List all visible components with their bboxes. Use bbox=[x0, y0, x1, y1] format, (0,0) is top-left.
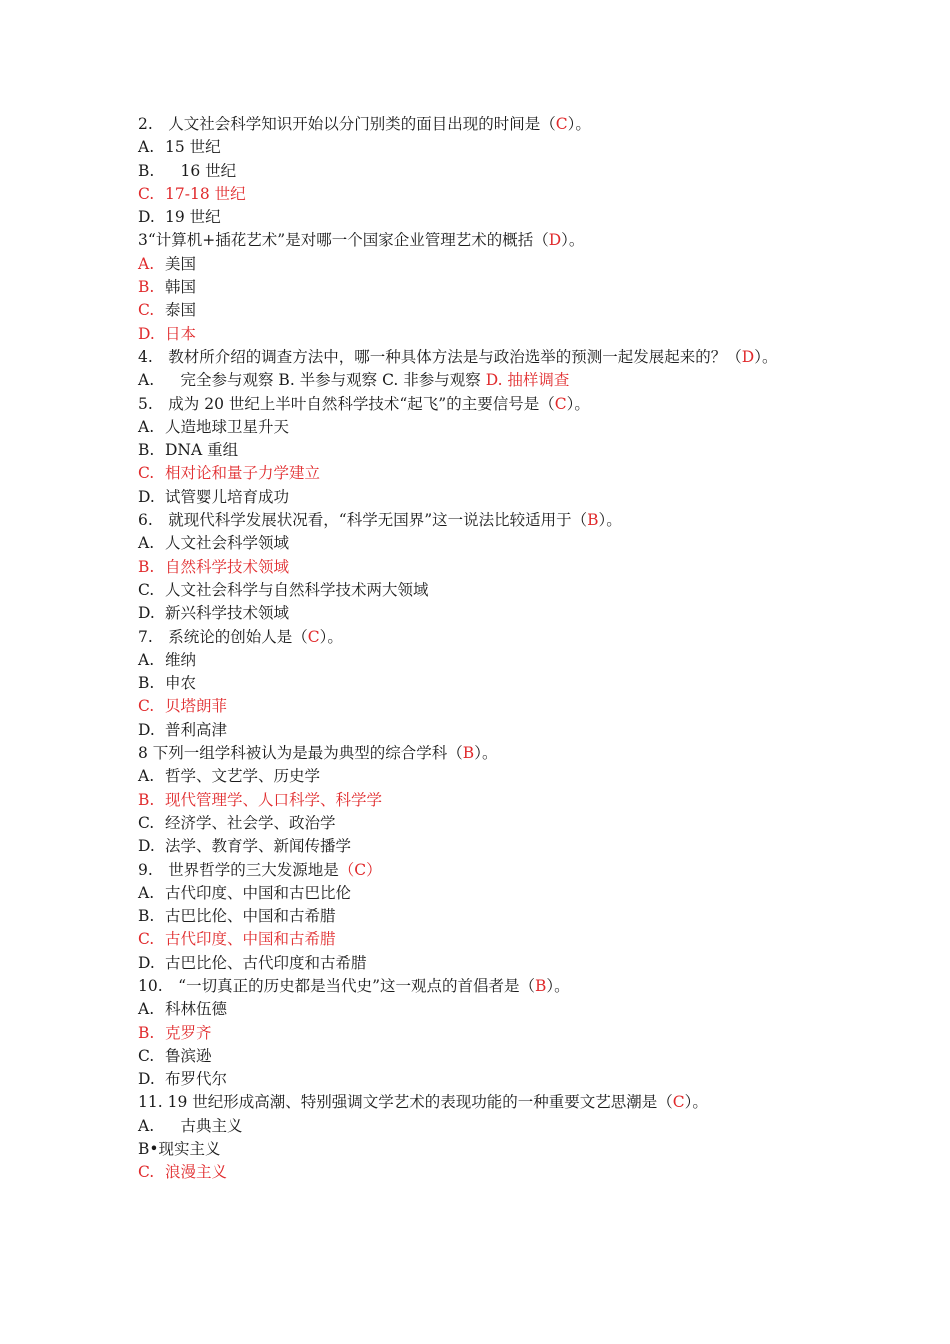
option-text: 19 世纪 bbox=[165, 208, 221, 227]
option-text: 古典主义 bbox=[165, 1116, 243, 1135]
stem-end: ）。 bbox=[566, 394, 590, 413]
option-label: C. bbox=[138, 697, 155, 716]
option-line bbox=[138, 439, 788, 462]
option-text: 现实主义 bbox=[158, 1140, 221, 1159]
option-line bbox=[138, 812, 788, 835]
option-label: C. bbox=[138, 464, 155, 483]
option-label: A. bbox=[138, 883, 155, 902]
option-line bbox=[138, 905, 788, 928]
option-label: B. bbox=[138, 907, 155, 926]
option-line bbox=[138, 136, 788, 159]
option-label: C. bbox=[138, 1046, 155, 1065]
option-text: 申农 bbox=[165, 674, 197, 693]
stem-text: 5. 成为 20 世纪上半叶自然科学技术“起飞”的主要信号是（ bbox=[138, 394, 555, 413]
question-stem bbox=[138, 113, 788, 136]
option-label: B. bbox=[138, 1023, 155, 1042]
option-line bbox=[138, 928, 788, 951]
answer-key: B bbox=[587, 511, 599, 530]
option-label: B. bbox=[138, 441, 155, 460]
option-line bbox=[138, 602, 788, 625]
question-stem bbox=[138, 229, 788, 252]
stem-text: 8 下列一组学科被认为是最为典型的综合学科（ bbox=[138, 744, 463, 763]
option-line bbox=[138, 765, 788, 788]
option-text: 美国 bbox=[165, 254, 197, 273]
question-stem bbox=[138, 346, 788, 369]
option-line bbox=[138, 486, 788, 509]
option-label: C. bbox=[138, 580, 155, 599]
answer-key: D bbox=[548, 231, 562, 250]
option-line bbox=[138, 1115, 788, 1138]
option-line bbox=[138, 579, 788, 602]
correct-option: 克罗齐 bbox=[165, 1023, 212, 1042]
stem-end: ）。 bbox=[319, 627, 343, 646]
correct-option: 浪漫主义 bbox=[165, 1163, 228, 1182]
answer-key: C bbox=[672, 1093, 685, 1112]
correct-option: 贝塔朗菲 bbox=[165, 697, 228, 716]
question-stem bbox=[138, 1091, 788, 1114]
option-line bbox=[138, 206, 788, 229]
correct-option: 古代印度、中国和古希腊 bbox=[165, 930, 336, 949]
stem-end: ）。 bbox=[754, 347, 778, 366]
stem-end: ）。 bbox=[474, 744, 498, 763]
option-line bbox=[138, 160, 788, 183]
option-label: B. bbox=[138, 557, 155, 576]
question-stem bbox=[138, 742, 788, 765]
stem-end: ）。 bbox=[598, 511, 622, 530]
stem-text: 2. 人文社会科学知识开始以分门别类的面目出现的时间是（ bbox=[138, 115, 556, 133]
option-text: 古巴比伦、古代印度和古希腊 bbox=[165, 953, 367, 972]
option-label: A. bbox=[138, 371, 155, 390]
stem-text: 9. 世界哲学的三大发源地是 bbox=[138, 860, 339, 879]
option-line bbox=[138, 998, 788, 1021]
option-line bbox=[138, 1161, 788, 1184]
answer-key: C bbox=[307, 627, 320, 646]
option-text: 韩国 bbox=[165, 278, 197, 297]
option-line bbox=[138, 183, 788, 206]
option-line bbox=[138, 695, 788, 718]
option-label: B. bbox=[138, 278, 155, 297]
stem-text: 10. “一切真正的历史都是当代史”这一观点的首倡者是（ bbox=[138, 976, 536, 995]
correct-option: 相对论和量子力学建立 bbox=[165, 464, 321, 483]
stem-text: 6. 就现代科学发展状况看，“科学无国界”这一说法比较适用于（ bbox=[138, 511, 588, 530]
option-text: 完全参与观察 B. 半参与观察 C. 非参与观察 bbox=[165, 371, 486, 390]
stem-end: ）。 bbox=[567, 115, 591, 133]
option-label: A. bbox=[138, 534, 155, 553]
question-stem bbox=[138, 393, 788, 416]
option-text: 人文社会科学与自然科学技术两大领域 bbox=[165, 580, 429, 599]
answer-key: C bbox=[555, 115, 568, 133]
option-line bbox=[138, 882, 788, 905]
option-label: A. bbox=[138, 417, 155, 436]
option-text: 15 世纪 bbox=[165, 138, 221, 157]
correct-option: 自然科学技术领域 bbox=[165, 557, 290, 576]
option-label: A. bbox=[138, 254, 155, 273]
option-line bbox=[138, 416, 788, 439]
option-label: A. bbox=[138, 767, 155, 786]
answer-key: （C） bbox=[338, 860, 382, 879]
option-text: 维纳 bbox=[165, 650, 197, 669]
correct-option: 日本 bbox=[165, 324, 197, 343]
option-line bbox=[138, 462, 788, 485]
document-page bbox=[138, 113, 788, 1185]
option-label: D. bbox=[138, 1070, 155, 1089]
option-label: D. bbox=[138, 208, 155, 227]
question-stem bbox=[138, 859, 788, 882]
option-text: DNA 重组 bbox=[165, 441, 239, 460]
option-text: 鲁滨逊 bbox=[165, 1046, 212, 1065]
option-line bbox=[138, 369, 788, 392]
option-text: 古代印度、中国和古巴比伦 bbox=[165, 883, 352, 902]
option-text: 新兴科学技术领域 bbox=[165, 604, 290, 623]
option-line bbox=[138, 649, 788, 672]
correct-option: 17-18 世纪 bbox=[165, 184, 246, 203]
question-stem bbox=[138, 509, 788, 532]
option-line bbox=[138, 532, 788, 555]
option-label: D. bbox=[138, 604, 155, 623]
option-line bbox=[138, 789, 788, 812]
answer-key: B bbox=[462, 744, 475, 763]
option-text: 普利高津 bbox=[165, 720, 228, 739]
option-text: 经济学、社会学、政治学 bbox=[165, 813, 336, 832]
stem-text: 3“计算机+插花艺术”是对哪一个国家企业管理艺术的概括（ bbox=[138, 231, 549, 250]
option-label: A. bbox=[138, 1116, 155, 1135]
option-label: D. bbox=[138, 324, 155, 343]
option-label: D. bbox=[138, 720, 155, 739]
option-text: 试管婴儿培育成功 bbox=[165, 487, 290, 506]
option-text: 16 世纪 bbox=[165, 161, 237, 180]
answer-key: B bbox=[535, 976, 547, 995]
option-line bbox=[138, 1068, 788, 1091]
option-label: D. bbox=[138, 953, 155, 972]
option-label: A. bbox=[138, 1000, 155, 1019]
option-label: D. bbox=[138, 487, 155, 506]
option-line bbox=[138, 323, 788, 346]
option-label: B. bbox=[138, 161, 155, 180]
option-line bbox=[138, 299, 788, 322]
option-text: 人造地球卫星升天 bbox=[165, 417, 290, 436]
stem-end: ）。 bbox=[684, 1093, 708, 1112]
option-text: 哲学、文艺学、历史学 bbox=[165, 767, 321, 786]
option-label: B. bbox=[138, 674, 155, 693]
option-text: 人文社会科学领域 bbox=[165, 534, 290, 553]
option-label: A. bbox=[138, 650, 155, 669]
option-label: D. bbox=[138, 837, 155, 856]
option-line bbox=[138, 1022, 788, 1045]
option-label: C. bbox=[138, 930, 155, 949]
option-line bbox=[138, 952, 788, 975]
option-label: C. bbox=[138, 813, 155, 832]
stem-text: 4. 教材所介绍的调查方法中，哪一种具体方法是与政治选举的预测一起发展起来的？（ bbox=[138, 347, 742, 366]
stem-end: ）。 bbox=[546, 976, 570, 995]
option-line bbox=[138, 835, 788, 858]
option-line bbox=[138, 1045, 788, 1068]
option-line bbox=[138, 719, 788, 742]
option-label: A. bbox=[138, 138, 155, 157]
stem-end: ）。 bbox=[561, 231, 585, 250]
question-stem bbox=[138, 975, 788, 998]
option-label: B• bbox=[138, 1140, 159, 1159]
option-label: B. bbox=[138, 790, 155, 809]
option-label: C. bbox=[138, 1163, 155, 1182]
answer-key: D bbox=[741, 347, 755, 366]
answer-key: C bbox=[554, 394, 567, 413]
option-text: 泰国 bbox=[165, 301, 197, 320]
question-stem bbox=[138, 626, 788, 649]
option-line bbox=[138, 672, 788, 695]
option-text: 布罗代尔 bbox=[165, 1070, 228, 1089]
option-text: 古巴比伦、中国和古希腊 bbox=[165, 907, 336, 926]
option-line bbox=[138, 556, 788, 579]
option-text: 科林伍德 bbox=[165, 1000, 228, 1019]
option-label: C. bbox=[138, 301, 155, 320]
stem-text: 7. 系统论的创始人是（ bbox=[138, 627, 308, 646]
option-label: C. bbox=[138, 184, 155, 203]
option-line bbox=[138, 253, 788, 276]
correct-option: 现代管理学、人口科学、科学学 bbox=[165, 790, 383, 809]
option-line bbox=[138, 276, 788, 299]
option-line bbox=[138, 1138, 788, 1161]
correct-option: D. 抽样调查 bbox=[485, 371, 570, 390]
stem-text: 11. 19 世纪形成高潮、特别强调文学艺术的表现功能的一种重要文艺思潮是（ bbox=[138, 1093, 673, 1112]
option-text: 法学、教育学、新闻传播学 bbox=[165, 837, 352, 856]
